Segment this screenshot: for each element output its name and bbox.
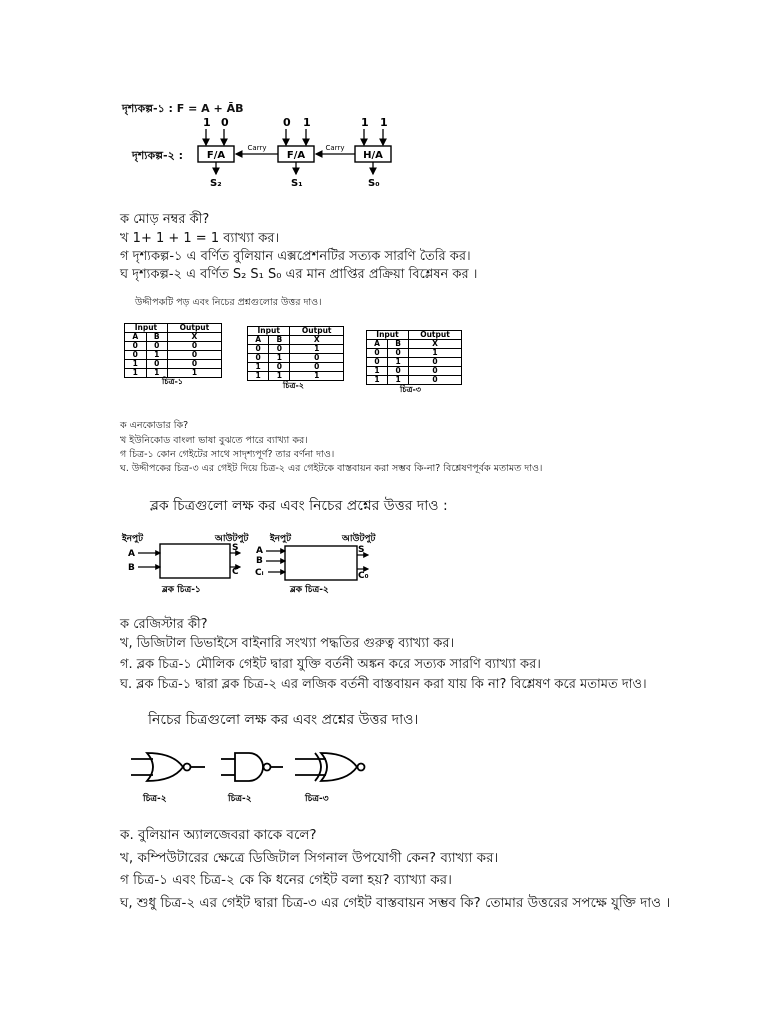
tt1-cell: 1 xyxy=(146,369,167,378)
tt3-col: X xyxy=(409,340,462,349)
tt3-header-input: Input xyxy=(367,331,409,340)
tt1-caption: চিত্র-১ xyxy=(162,377,183,386)
block2-input-ci: Cᵢ xyxy=(255,568,264,578)
s3-question-kha: খ, ডিজিটাল ডিভাইসে বাইনারি সংখ্যা পদ্ধতির গুরুত্ব ব্যাখ্যা কর। xyxy=(120,636,455,651)
s3-question-ga: গ. ব্লক চিত্র-১ মৌলিক গেইট দ্বারা যুক্তি বর্তনী অঙ্কন করে সত্যক সারণি ব্যাখ্যা কর। xyxy=(120,657,541,672)
tt2-col: B xyxy=(269,336,290,345)
truth-table-2 xyxy=(247,326,344,381)
tt1-cell: 0 xyxy=(125,342,147,351)
tt3-cell: 1 xyxy=(367,367,388,376)
output-s2: S₂ xyxy=(210,178,222,189)
tt2-cell: 0 xyxy=(248,345,269,354)
nand-gate-icon xyxy=(235,753,263,781)
adder-chain-diagram xyxy=(190,112,410,192)
tt1-col: B xyxy=(146,333,167,342)
tt1-cell: 0 xyxy=(167,342,221,351)
s4-question-gha: ঘ, শুধু চিত্র-২ এর গেইট দ্বারা চিত্র-৩ এর গেইট বাস্তবায়ন সম্ভব কি? তোমার উত্তরের সপক্ষে যুক্তি দাও । xyxy=(120,895,671,911)
fa2-input-a: 0 xyxy=(283,116,291,129)
block2-input-label: ইনপুট xyxy=(270,534,292,544)
tt2-cell: 0 xyxy=(290,354,344,363)
block1-caption: ব্লক চিত্র-১ xyxy=(162,585,201,595)
tt1-cell: 1 xyxy=(146,351,167,360)
s1-question-ga: গ দৃশ্যকল্প-১ এ বর্ণিত বুলিয়ান এক্সপ্রেশনটির সত্যক সারণি তৈরি কর। xyxy=(120,249,471,264)
scenario-1-expression: দৃশ্যকল্প-১ : F = A + ĀB xyxy=(122,102,244,115)
logic-gates-figure xyxy=(125,745,375,805)
tt1-cell: 0 xyxy=(167,360,221,369)
full-adder-1-label: F/A xyxy=(206,150,226,161)
s4-instruction: নিচের চিত্রগুলো লক্ষ কর এবং প্রশ্নের উত্তর দাও। xyxy=(148,712,419,728)
s4-question-ka: ক. বুলিয়ান অ্যালজেবরা কাকে বলে? xyxy=(120,827,317,843)
tt2-cell: 1 xyxy=(290,372,344,381)
full-adder-2-label: F/A xyxy=(286,150,306,161)
s3-instruction: ব্লক চিত্রগুলো লক্ষ কর এবং নিচের প্রশ্নের উত্তর দাও : xyxy=(150,498,448,514)
tt2-cell: 0 xyxy=(248,354,269,363)
block2-box xyxy=(285,546,357,580)
output-s1: S₁ xyxy=(291,178,303,189)
block2-input-b: B xyxy=(256,556,263,566)
tt1-cell: 1 xyxy=(125,360,147,369)
nor-gate-icon xyxy=(147,753,183,781)
tt3-header-output: Output xyxy=(409,331,462,340)
tt2-cell: 1 xyxy=(248,363,269,372)
tt3-cell: 0 xyxy=(367,349,388,358)
tt3-col: A xyxy=(367,340,388,349)
tt2-cell: 1 xyxy=(290,345,344,354)
tt1-col: X xyxy=(167,333,221,342)
s4-question-kha: খ, কম্পিউটারের ক্ষেত্রে ডিজিটাল সিগনাল উপযোগী কেন? ব্যাখ্যা কর। xyxy=(120,850,499,866)
tt3-cell: 0 xyxy=(409,367,462,376)
s2-question-kha: খ ইউনিকোড বাংলা ভাষা বুঝতে পারে ব্যাখ্যা কর। xyxy=(120,435,308,446)
tt3-cell: 0 xyxy=(409,358,462,367)
truth-table-3 xyxy=(366,330,462,385)
s2-question-ga: গ চিত্র-১ কোন গেইটের সাথে সাদৃশ্যপূর্ণ? তার বর্ণনা দাও। xyxy=(120,449,335,460)
truth-table-1 xyxy=(124,323,222,378)
tt1-cell: 0 xyxy=(146,360,167,369)
tt3-cell: 0 xyxy=(388,367,409,376)
s4-question-ga: গ চিত্র-১ এবং চিত্র-২ কে কি ধনের গেইট বলা হয়? ব্যাখ্যা কর। xyxy=(120,872,452,888)
carry-label-1: Carry xyxy=(247,144,267,152)
tt1-cell: 0 xyxy=(125,351,147,360)
block2-caption: ব্লক চিত্র-২ xyxy=(290,585,329,595)
tt2-cell: 0 xyxy=(269,345,290,354)
tt3-cell: 1 xyxy=(388,358,409,367)
fa1-input-a: 1 xyxy=(203,116,211,129)
tt1-col: A xyxy=(125,333,147,342)
tt1-cell: 1 xyxy=(167,369,221,378)
block2-output-s: S xyxy=(358,545,365,555)
s1-question-gha: ঘ দৃশ্যকল্প-২ এ বর্ণিত S₂ S₁ S₀ এর মান প্রাপ্তির প্রক্রিয়া বিশ্লেষন কর । xyxy=(120,267,478,282)
tt2-cell: 0 xyxy=(269,363,290,372)
block2-output-label: আউটপুট xyxy=(342,534,376,544)
s2-question-gha: ঘ. উদ্দীপকের চিত্র-৩ এর গেইট দিয়ে চিত্র-২ এর গেইটকে বাস্তবায়ন করা সম্ভব কি-না? বিশ্লেষণপূর্বক মতামত দাও। xyxy=(120,463,543,474)
half-adder-label: H/A xyxy=(363,150,383,161)
s2-instruction: উদ্দীপকটি পড় এবং নিচের প্রশ্নগুলোর উত্তর দাও। xyxy=(135,297,322,308)
gate-caption-1: চিত্র-২ xyxy=(143,794,167,804)
carry-label-2: Carry xyxy=(325,144,345,152)
s1-question-ka: ক মোড় নম্বর কী? xyxy=(120,212,210,227)
tt3-caption: চিত্র-৩ xyxy=(400,385,422,394)
tt3-cell: 1 xyxy=(367,376,388,385)
tt2-header-input: Input xyxy=(248,327,290,336)
tt2-cell: 1 xyxy=(269,372,290,381)
fa2-input-b: 1 xyxy=(303,116,311,129)
tt3-cell: 0 xyxy=(367,358,388,367)
s3-question-gha: ঘ. ব্লক চিত্র-১ দ্বারা ব্লক চিত্র-২ এর লজিক বর্তনী বাস্তবায়ন করা যায় কি না? বিশ্লেষণ করে মতামত দাও। xyxy=(120,677,647,692)
tt3-cell: 0 xyxy=(388,349,409,358)
scenario-2-label: দৃশ্যকল্প-২ : xyxy=(132,149,183,162)
gate-caption-2: চিত্র-২ xyxy=(228,794,252,804)
tt3-cell: 1 xyxy=(388,376,409,385)
output-s0: S₀ xyxy=(368,178,380,189)
gate-caption-3: চিত্র-৩ xyxy=(305,794,329,804)
block1-output-label: আউটপুট xyxy=(215,534,249,544)
block1-input-b: B xyxy=(128,563,135,573)
block1-box xyxy=(160,544,230,578)
tt2-cell: 1 xyxy=(269,354,290,363)
tt1-cell: 1 xyxy=(125,369,147,378)
block2-output-co: C₀ xyxy=(358,571,369,581)
tt2-col: X xyxy=(290,336,344,345)
tt2-col: A xyxy=(248,336,269,345)
tt1-header-output: Output xyxy=(167,324,221,333)
block1-output-c: C xyxy=(232,567,239,577)
xnor-gate-icon xyxy=(321,753,357,781)
block1-input-label: ইনপুট xyxy=(122,534,144,544)
ha-input-b: 1 xyxy=(380,116,388,129)
tt2-header-output: Output xyxy=(290,327,344,336)
fa1-input-b: 0 xyxy=(221,116,229,129)
block1-input-a: A xyxy=(128,549,135,559)
tt1-cell: 0 xyxy=(146,342,167,351)
block-diagrams xyxy=(120,530,420,600)
tt3-col: B xyxy=(388,340,409,349)
tt3-cell: 1 xyxy=(409,349,462,358)
ha-input-a: 1 xyxy=(361,116,369,129)
tt1-cell: 0 xyxy=(167,351,221,360)
block2-input-a: A xyxy=(256,546,263,556)
s3-question-ka: ক রেজিস্টার কী? xyxy=(120,617,208,632)
block1-output-s: S xyxy=(232,543,239,553)
tt1-header-input: Input xyxy=(125,324,168,333)
tt2-cell: 0 xyxy=(290,363,344,372)
tt2-caption: চিত্র-২ xyxy=(283,381,305,390)
s2-question-ka: ক এনকোডার কি? xyxy=(120,420,189,431)
tt2-cell: 1 xyxy=(248,372,269,381)
tt3-cell: 0 xyxy=(409,376,462,385)
s1-question-kha: খ 1+ 1 + 1 = 1 ব্যাখ্যা কর। xyxy=(120,231,280,246)
